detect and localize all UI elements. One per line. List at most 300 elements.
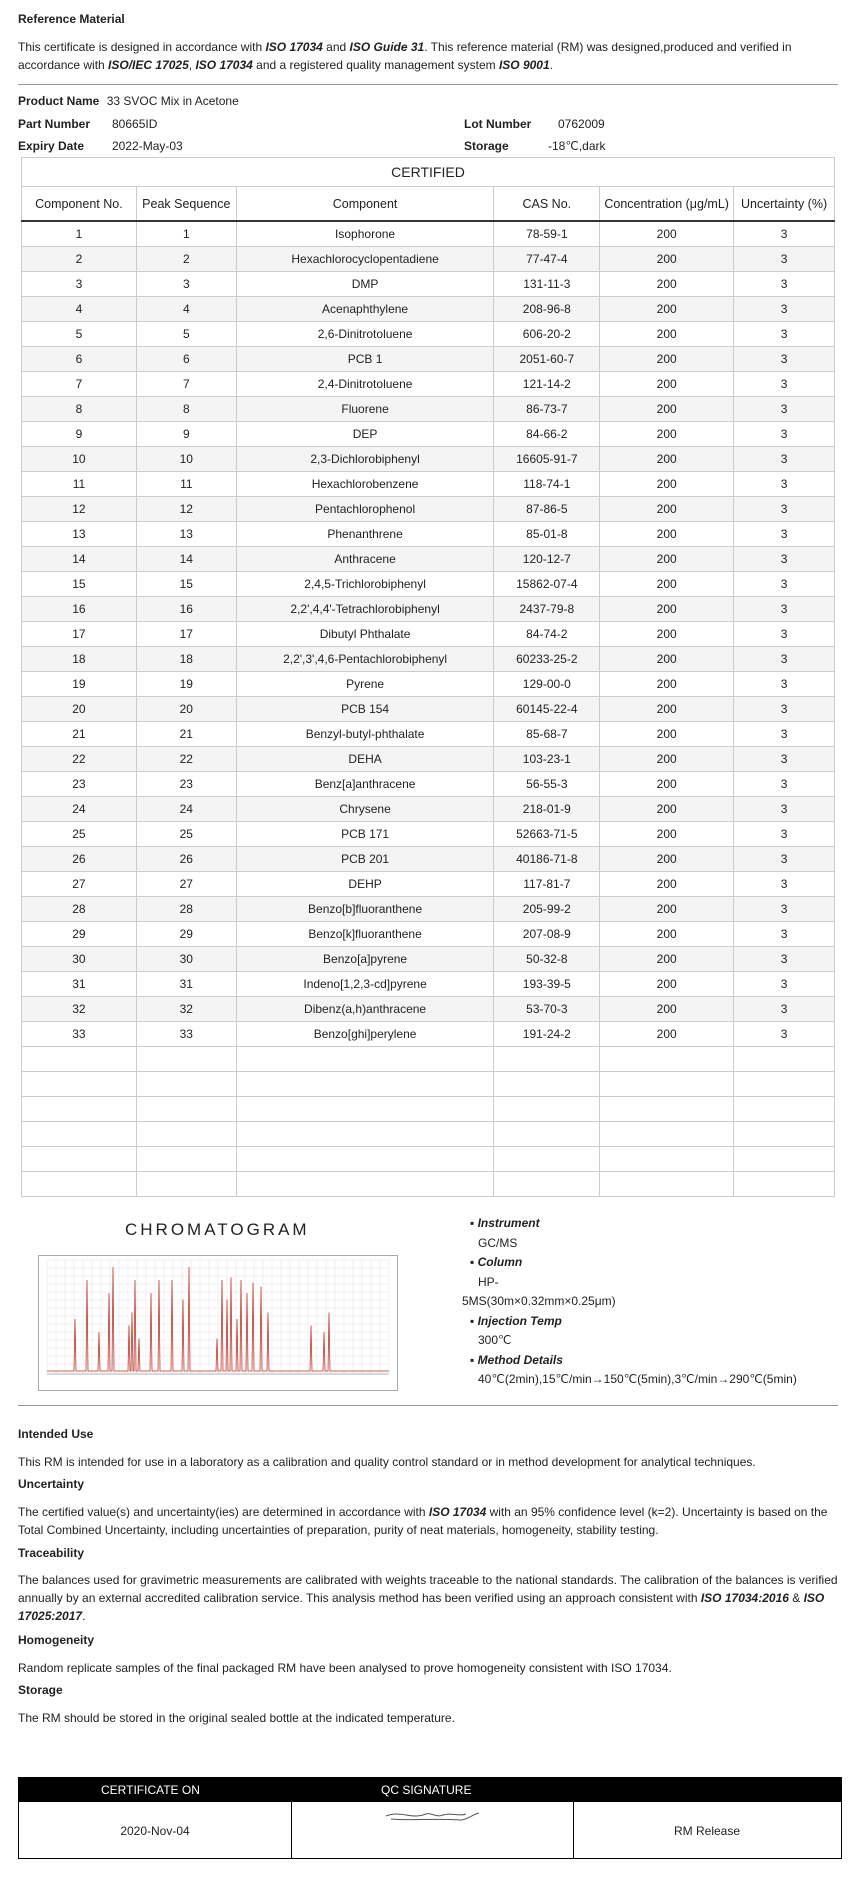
table-cell: 4 [136, 296, 236, 321]
intro-standard: ISO/IEC 17025 [108, 58, 189, 72]
table-cell: 200 [600, 571, 734, 596]
table-cell: 3 [734, 346, 835, 371]
table-cell: 200 [600, 746, 734, 771]
table-cell: Benzo[b]fluoranthene [236, 896, 494, 921]
empty-cell [734, 1171, 835, 1196]
table-cell: 23 [22, 771, 137, 796]
table-cell: 117-81-7 [494, 871, 600, 896]
storage-heading: Storage [18, 1683, 63, 1697]
table-cell: 3 [22, 271, 137, 296]
table-cell: 131-11-3 [494, 271, 600, 296]
table-cell: 3 [734, 596, 835, 621]
table-cell: 32 [22, 996, 137, 1021]
expiry-date-label: Expiry Date [18, 139, 85, 153]
empty-row [22, 1046, 835, 1071]
table-cell: PCB 154 [236, 696, 494, 721]
table-cell: 19 [22, 671, 137, 696]
table-cell: 606-20-2 [494, 321, 600, 346]
table-cell: 200 [600, 496, 734, 521]
intro-paragraph [18, 38, 828, 74]
table-cell: 7 [136, 371, 236, 396]
signature-footer [18, 1777, 842, 1859]
rm-release-cell [573, 1802, 841, 1858]
table-cell: 3 [136, 271, 236, 296]
table-cell: 84-74-2 [494, 621, 600, 646]
table-cell: 3 [734, 721, 835, 746]
table-cell: 9 [136, 421, 236, 446]
table-cell: 3 [734, 371, 835, 396]
table-cell: 20 [22, 696, 137, 721]
table-cell: 15 [136, 571, 236, 596]
intended-use-heading: Intended Use [18, 1427, 94, 1441]
table-row [22, 946, 835, 971]
table-cell: 200 [600, 246, 734, 271]
intro-text: This certificate is designed in accordance with [18, 40, 266, 54]
table-cell: Benzo[a]pyrene [236, 946, 494, 971]
empty-cell [136, 1046, 236, 1071]
table-row [22, 671, 835, 696]
table-row [22, 271, 835, 296]
table-cell: 13 [136, 521, 236, 546]
table-cell: 4 [22, 296, 137, 321]
empty-cell [136, 1171, 236, 1196]
certificate-date-cell [19, 1802, 292, 1858]
empty-cell [22, 1146, 137, 1171]
table-cell: 21 [22, 721, 137, 746]
table-cell: 8 [22, 396, 137, 421]
empty-cell [494, 1046, 600, 1071]
table-cell: 2 [22, 246, 137, 271]
table-cell: 2437-79-8 [494, 596, 600, 621]
table-row [22, 721, 835, 746]
lot-number-label: Lot Number [464, 117, 532, 131]
column-header: CAS No. [494, 187, 600, 222]
table-cell: 3 [734, 296, 835, 321]
empty-cell [236, 1046, 494, 1071]
table-cell: Indeno[1,2,3-cd]pyrene [236, 971, 494, 996]
table-cell: 200 [600, 1021, 734, 1046]
part-number-value: 80665ID [112, 117, 158, 131]
product-name-label: Product Name [18, 94, 100, 108]
traceability-heading: Traceability [18, 1546, 85, 1560]
rm-release: RM Release [673, 1824, 741, 1838]
table-cell: Acenaphthylene [236, 296, 494, 321]
table-cell: 30 [22, 946, 137, 971]
table-cell: 10 [136, 446, 236, 471]
table-cell: 26 [22, 846, 137, 871]
table-cell: 3 [734, 796, 835, 821]
table-cell: 16 [136, 596, 236, 621]
footer-header-bar [19, 1778, 841, 1802]
table-cell: 3 [734, 471, 835, 496]
table-cell: 52663-71-5 [494, 821, 600, 846]
table-cell: 200 [600, 596, 734, 621]
footer-cells [19, 1802, 841, 1858]
table-cell: 18 [136, 646, 236, 671]
table-cell: 84-66-2 [494, 421, 600, 446]
table-cell: 200 [600, 821, 734, 846]
table-cell: 200 [600, 621, 734, 646]
empty-cell [494, 1096, 600, 1121]
table-cell: 118-74-1 [494, 471, 600, 496]
empty-cell [136, 1096, 236, 1121]
product-name-value: 33 SVOC Mix in Acetone [106, 94, 239, 108]
table-row [22, 546, 835, 571]
table-cell: 3 [734, 421, 835, 446]
empty-cell [22, 1071, 137, 1096]
table-cell: 1 [22, 221, 137, 246]
table-header-row [22, 187, 835, 222]
table-row [22, 521, 835, 546]
table-cell: Pyrene [236, 671, 494, 696]
table-cell: 3 [734, 546, 835, 571]
signature-image [291, 1802, 573, 1858]
empty-cell [600, 1171, 734, 1196]
uncertainty-heading: Uncertainty [18, 1477, 85, 1491]
empty-cell [734, 1046, 835, 1071]
table-row [22, 696, 835, 721]
table-cell: 87-86-5 [494, 496, 600, 521]
table-cell: 9 [22, 421, 137, 446]
table-cell: 200 [600, 946, 734, 971]
table-cell: 15862-07-4 [494, 571, 600, 596]
table-cell: 3 [734, 946, 835, 971]
table-cell: 3 [734, 221, 835, 246]
table-cell: Benzyl-butyl-phthalate [236, 721, 494, 746]
method-details-item: ▪ Method Details [470, 1352, 563, 1367]
table-cell: 2,3-Dichlorobiphenyl [236, 446, 494, 471]
intro-standard: ISO Guide 31 [349, 40, 425, 54]
table-cell: 3 [734, 1021, 835, 1046]
table-cell: 56-55-3 [494, 771, 600, 796]
table-cell: 200 [600, 371, 734, 396]
table-cell: 200 [600, 721, 734, 746]
chromatogram-title: CHROMATOGRAM [125, 1220, 310, 1239]
table-cell: 3 [734, 871, 835, 896]
table-cell: Chrysene [236, 796, 494, 821]
table-cell: 25 [22, 821, 137, 846]
table-cell: 3 [734, 746, 835, 771]
table-cell: 14 [22, 546, 137, 571]
empty-cell [136, 1146, 236, 1171]
table-row [22, 971, 835, 996]
table-cell: 200 [600, 896, 734, 921]
table-row [22, 646, 835, 671]
table-cell: DEHP [236, 871, 494, 896]
table-cell: 200 [600, 446, 734, 471]
table-cell: 12 [22, 496, 137, 521]
column-item: ▪ Column [470, 1255, 523, 1269]
method-details-value: 40℃(2min),15℃/min→150℃(5min),3℃/min→290℃(5min) [478, 1372, 797, 1386]
table-cell: 24 [136, 796, 236, 821]
table-cell: 200 [600, 646, 734, 671]
table-cell: 200 [600, 771, 734, 796]
table-cell: Benz[a]anthracene [236, 771, 494, 796]
table-cell: 200 [600, 396, 734, 421]
table-cell: 200 [600, 221, 734, 246]
empty-cell [600, 1121, 734, 1146]
table-cell: 2,2',3',4,6-Pentachlorobiphenyl [236, 646, 494, 671]
table-cell: 3 [734, 496, 835, 521]
table-cell: 15 [22, 571, 137, 596]
intro-text: . This reference material (RM) was designed,produced and verified in accordance with [18, 40, 792, 72]
table-cell: 200 [600, 971, 734, 996]
table-cell: 200 [600, 271, 734, 296]
table-cell: 3 [734, 621, 835, 646]
table-cell: 200 [600, 346, 734, 371]
table-cell: 208-96-8 [494, 296, 600, 321]
table-row [22, 596, 835, 621]
empty-cell [494, 1146, 600, 1171]
table-cell: 218-01-9 [494, 796, 600, 821]
column-value-cont: 5MS(30m×0.32mm×0.25μm) [462, 1294, 616, 1308]
column-value: HP- [478, 1274, 499, 1289]
table-cell: Benzo[ghi]perylene [236, 1021, 494, 1046]
table-cell: 20 [136, 696, 236, 721]
column-header: Concentration (μg/mL) [600, 187, 734, 222]
divider [18, 1405, 838, 1406]
table-cell: 28 [136, 896, 236, 921]
empty-cell [22, 1121, 137, 1146]
table-cell: 12 [136, 496, 236, 521]
table-cell: 40186-71-8 [494, 846, 600, 871]
table-row [22, 896, 835, 921]
table-cell: PCB 1 [236, 346, 494, 371]
table-cell: 60145-22-4 [494, 696, 600, 721]
instrument-details [462, 1214, 797, 1390]
table-cell: 200 [600, 846, 734, 871]
table-cell: Phenanthrene [236, 521, 494, 546]
empty-cell [236, 1096, 494, 1121]
table-row [22, 446, 835, 471]
table-cell: 2 [136, 246, 236, 271]
table-cell: 31 [136, 971, 236, 996]
table-cell: 11 [136, 471, 236, 496]
chromatogram-image [38, 1255, 398, 1391]
table-row [22, 221, 835, 246]
table-cell: 200 [600, 671, 734, 696]
table-cell: 77-47-4 [494, 246, 600, 271]
instrument-item: ▪ Instrument [470, 1216, 540, 1230]
table-row [22, 496, 835, 521]
table-cell: 24 [22, 796, 137, 821]
table-row [22, 996, 835, 1021]
table-cell: 200 [600, 796, 734, 821]
table-cell: 14 [136, 546, 236, 571]
certificate-date: 2020-Nov-04 [120, 1824, 190, 1838]
table-cell: 3 [734, 896, 835, 921]
table-cell: 86-73-7 [494, 396, 600, 421]
empty-cell [494, 1171, 600, 1196]
table-cell: 2,4-Dinitrotoluene [236, 371, 494, 396]
table-cell: 121-14-2 [494, 371, 600, 396]
traceability-text: The balances used for gravimetric measurements are calibrated with weights traceable to the national standards. The calibration of the balances is verified annually by an external accredited calibration service. This analysis method has been verified using an approach consistent with ISO 17034:2016 & ISO 17025:2017. [18, 1573, 838, 1623]
table-row [22, 821, 835, 846]
table-cell: 7 [22, 371, 137, 396]
homogeneity-text: Random replicate samples of the final packaged RM have been analysed to prove homogeneity consistent with ISO 17034. [18, 1661, 672, 1675]
table-cell: 17 [136, 621, 236, 646]
instrument-value: GC/MS [478, 1235, 518, 1250]
table-cell: 2,6-Dinitrotoluene [236, 321, 494, 346]
table-cell: 6 [136, 346, 236, 371]
table-cell: 200 [600, 871, 734, 896]
table-cell: 3 [734, 821, 835, 846]
table-cell: 3 [734, 446, 835, 471]
table-cell: 33 [136, 1021, 236, 1046]
table-cell: 27 [136, 871, 236, 896]
injection-temp-item: ▪ Injection Temp [470, 1313, 562, 1328]
table-cell: PCB 171 [236, 821, 494, 846]
table-cell: 6 [22, 346, 137, 371]
table-cell: 120-12-7 [494, 546, 600, 571]
certificate-on-label: CERTIFICATE ON [101, 1783, 200, 1797]
table-row [22, 921, 835, 946]
empty-cell [600, 1146, 734, 1171]
table-row [22, 396, 835, 421]
empty-cell [494, 1071, 600, 1096]
table-cell: Benzo[k]fluoranthene [236, 921, 494, 946]
table-row [22, 771, 835, 796]
table-cell: 200 [600, 321, 734, 346]
table-cell: 3 [734, 521, 835, 546]
table-cell: 29 [136, 921, 236, 946]
empty-cell [734, 1071, 835, 1096]
table-cell: PCB 201 [236, 846, 494, 871]
table-cell: 50-32-8 [494, 946, 600, 971]
table-cell: 13 [22, 521, 137, 546]
empty-row [22, 1096, 835, 1121]
table-row [22, 746, 835, 771]
table-row [22, 1021, 835, 1046]
intended-use-text: This RM is intended for use in a laboratory as a calibration and quality control standard or in method development for analytical techniques. [18, 1455, 756, 1469]
intro-text: and [322, 40, 350, 54]
table-cell: 5 [136, 321, 236, 346]
empty-row [22, 1146, 835, 1171]
empty-cell [600, 1046, 734, 1071]
uncertainty-text: The certified value(s) and uncertainty(ies) are determined in accordance with ISO 17034 with an 95% confidence level (k=2). Uncertainty is based on the Total Combined Uncertainty, including uncertainties of preparation, purity of neat materials, homogeneity, stability testing. [18, 1505, 828, 1537]
table-cell: 3 [734, 271, 835, 296]
table-row [22, 421, 835, 446]
table-cell: 27 [22, 871, 137, 896]
table-cell: DMP [236, 271, 494, 296]
storage-text: The RM should be stored in the original sealed bottle at the indicated temperature. [18, 1711, 455, 1725]
table-cell: 85-68-7 [494, 721, 600, 746]
empty-cell [734, 1096, 835, 1121]
table-cell: 3 [734, 971, 835, 996]
empty-cell [22, 1046, 137, 1071]
table-cell: 193-39-5 [494, 971, 600, 996]
table-cell: 22 [22, 746, 137, 771]
table-cell: 200 [600, 696, 734, 721]
table-cell: 60233-25-2 [494, 646, 600, 671]
table-cell: 3 [734, 671, 835, 696]
table-cell: 31 [22, 971, 137, 996]
table-cell: 2,2',4,4'-Tetrachlorobiphenyl [236, 596, 494, 621]
table-cell: 129-00-0 [494, 671, 600, 696]
expiry-date-value: 2022-May-03 [112, 139, 183, 153]
table-row [22, 471, 835, 496]
product-name-row [18, 94, 239, 108]
table-cell: 191-24-2 [494, 1021, 600, 1046]
table-cell: DEP [236, 421, 494, 446]
homogeneity-heading: Homogeneity [18, 1633, 95, 1647]
empty-cell [22, 1096, 137, 1121]
intro-standard: ISO 17034 [195, 58, 253, 72]
empty-cell [734, 1146, 835, 1171]
empty-cell [494, 1121, 600, 1146]
table-caption: CERTIFIED [22, 158, 835, 187]
table-row [22, 796, 835, 821]
table-row [22, 371, 835, 396]
table-cell: 21 [136, 721, 236, 746]
column-header: Component No. [22, 187, 137, 222]
table-row [22, 846, 835, 871]
table-cell: Isophorone [236, 221, 494, 246]
table-row [22, 346, 835, 371]
table-cell: 3 [734, 921, 835, 946]
lot-number-value: 0762009 [558, 117, 605, 131]
column-header: Peak Sequence [136, 187, 236, 222]
table-cell: 3 [734, 396, 835, 421]
intro-standard: ISO 9001 [498, 58, 550, 72]
table-cell: 22 [136, 746, 236, 771]
table-row [22, 871, 835, 896]
empty-cell [236, 1071, 494, 1096]
empty-row [22, 1121, 835, 1146]
table-cell: 16605-91-7 [494, 446, 600, 471]
part-number-label: Part Number [18, 117, 91, 131]
table-cell: 3 [734, 246, 835, 271]
empty-cell [600, 1096, 734, 1121]
table-cell: 200 [600, 521, 734, 546]
table-row [22, 246, 835, 271]
table-row [22, 321, 835, 346]
table-cell: 205-99-2 [494, 896, 600, 921]
intro-text: , [188, 58, 196, 72]
certified-table [21, 157, 835, 1197]
table-cell: Hexachlorocyclopentadiene [236, 246, 494, 271]
table-cell: 3 [734, 846, 835, 871]
table-cell: 103-23-1 [494, 746, 600, 771]
empty-cell [734, 1121, 835, 1146]
table-cell: 10 [22, 446, 137, 471]
table-cell: 200 [600, 296, 734, 321]
table-cell: 16 [22, 596, 137, 621]
empty-cell [236, 1121, 494, 1146]
table-cell: Pentachlorophenol [236, 496, 494, 521]
table-cell: Dibutyl Phthalate [236, 621, 494, 646]
table-cell: 8 [136, 396, 236, 421]
table-cell: 3 [734, 696, 835, 721]
table-cell: 17 [22, 621, 137, 646]
table-cell: 207-08-9 [494, 921, 600, 946]
table-row [22, 571, 835, 596]
table-cell: Dibenz(a,h)anthracene [236, 996, 494, 1021]
table-cell: 19 [136, 671, 236, 696]
empty-cell [22, 1171, 137, 1196]
table-row [22, 621, 835, 646]
chromatogram-plot [39, 1256, 397, 1390]
qc-signature-label: QC SIGNATURE [381, 1783, 472, 1797]
injection-temp-value: 300℃ [478, 1333, 512, 1347]
table-cell: Hexachlorobenzene [236, 471, 494, 496]
storage-label: Storage [464, 139, 509, 153]
table-cell: 33 [22, 1021, 137, 1046]
table-cell: 29 [22, 921, 137, 946]
table-row [22, 296, 835, 321]
table-cell: 32 [136, 996, 236, 1021]
empty-cell [136, 1121, 236, 1146]
